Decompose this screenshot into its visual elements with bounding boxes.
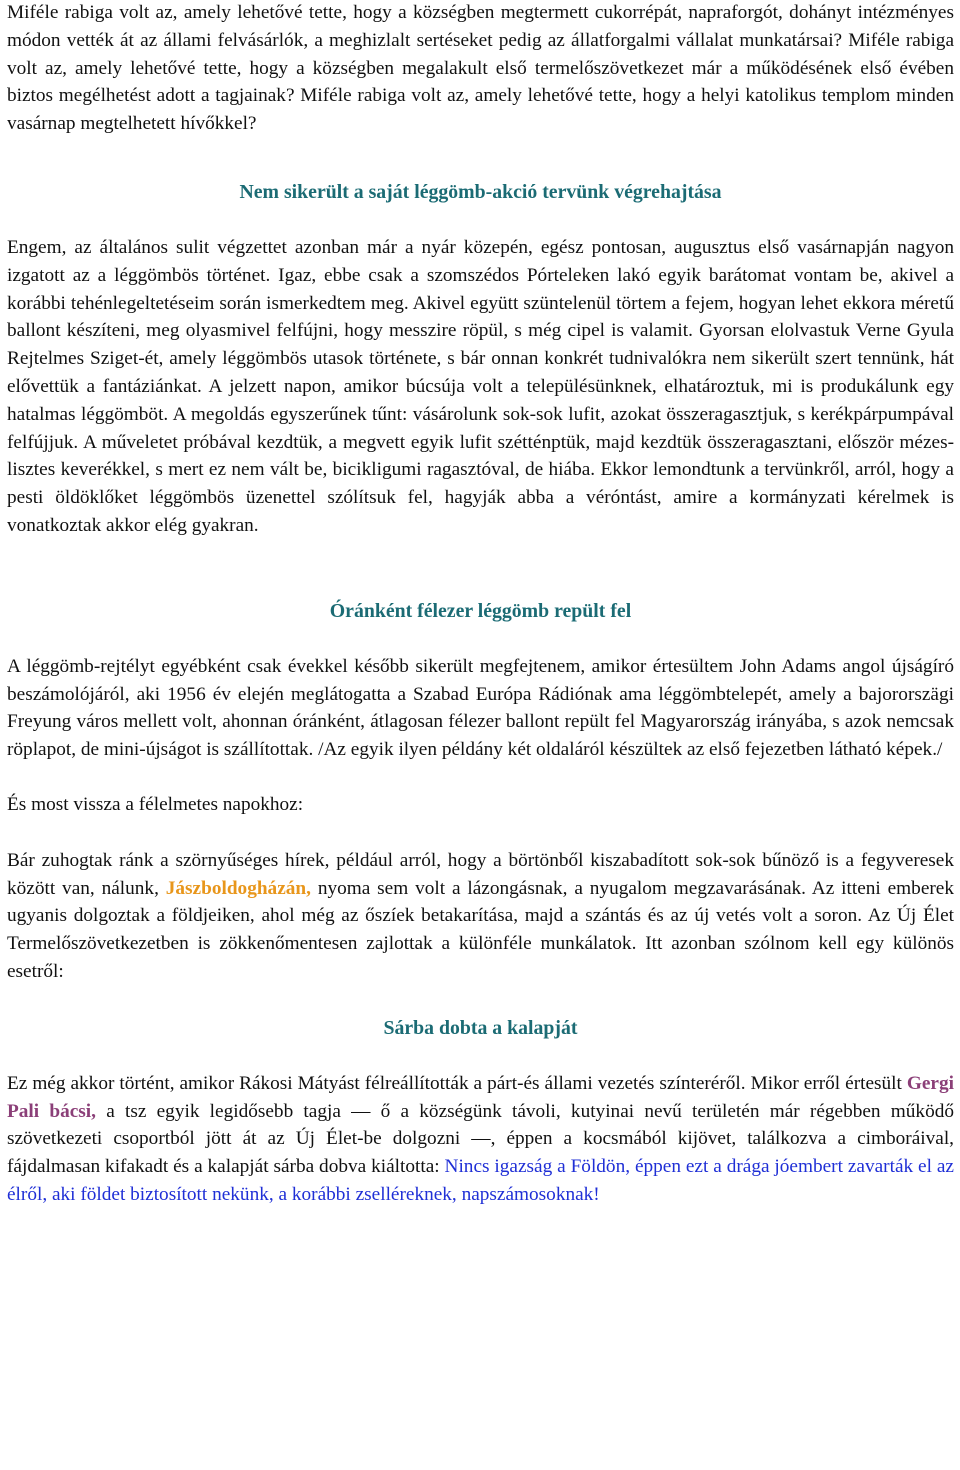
heading-oranent-felezer: Óránként félezer léggömb repült fel [329, 599, 632, 622]
person-name-highlight: Gergi Pali bácsi, [7, 1072, 954, 1122]
heading-leggomb-akcio: Nem sikerült a saját léggömb-akció tervünk végrehajtása [239, 180, 722, 203]
text-segment: Ez még akkor történt, amikor Rákosi Mátyást félreállították a párt-és állami vezetés színteréről. Mikor erről értesült [7, 1072, 907, 1094]
paragraph-rabiga: Miféle rabiga volt az, amely lehetővé tette, hogy a községben megtermett cukorrépát, napraforgót, dohányt intézményes módon vették át az állami felvásárlók, a meghizlalt sertéseket pedig az állatforgalmi vállalat munkatársai? Miféle rabiga volt az, amely lehetővé tette, hogy a községben megalakult első termelőszövetkezet már a működésének első évében biztos megélhetést adott a tagjainak? Miféle rabiga volt az, amely lehetővé tette, hogy a helyi katolikus templom minden vasárnap megtelhetett hívőkkel? [7, 2, 954, 135]
paragraph-leggomb-rejtely: A léggömb-rejtélyt egyébként csak évekkel később sikerült megfejtenem, amikor értesültem John Adams angol újságíró beszámolójáról, aki 1956 év elején meglátogatta a Szabad Európa Rádiónak ama léggömbtelepét, amely a bajororszägi Freyung város mellett volt, ahonnan óránként, átlagosan félezer ballont repült fel Magyarország irányába, s azok nemcsak röplapot, de mini-újságot is szállítottak. /Az egyik ilyen példány két oldaláról készültek az első fejezetben látható képek./ [7, 655, 954, 761]
heading-sarba-dobta: Sárba dobta a kalapját [383, 1016, 578, 1039]
paragraph-leggomb-terv: Engem, az általános sulit végzettet azonban már a nyár közepén, egész pontosan, augusztus első vasárnapján nagyon izgatott az a léggömbös történet. Igaz, ebbe csak a szomszédos Pórteleken lakó egyik barátomat vontam be, akivel a korábbi tehénlegeltetéseim során ismerkedtem meg. Akivel együtt szüntelenül törtem a fejem, hogyan lehet ekkora méretű ballont készíteni, meg olyasmivel felfújni, hogy messzire röpül, s még cipel is valamit. Gyorsan elolvastuk Verne Gyula Rejtelmes Sziget-ét, amely léggömbös utasok története, s bár onnan konkrét tudnivalókra nem sikerült szert tennünk, hát elővettük a fantáziánkat. A jelzett napon, amikor búcsúja volt a településünknek, elhatároztuk, mi is produkálunk egy hatalmas léggömböt. A megoldás egyszerűnek tűnt: vásárolunk sok-sok lufit, azokat összeragasztjuk, s kerékpárpumpával felfújjuk. A műveletet próbával kezdtük, a megvett egyik lufit szétténptük, majd kezdtük összeragasztani, először mézes-lisztes keverékkel, s mert ez nem vált be, bicikligumi ragasztóval, de hiába. Ekkor lemondtunk a tervünkről, arról, hogy a pesti öldöklőket léggömbös üzenettel szólítsuk fel, hagyják abba a véróntást, amire a kormányzati kérelmek is vonatkoztak akkor elég gyakran. [7, 236, 954, 536]
text-segment: nyoma sem volt a lázongásnak, a nyugalom megzavarásának. Az itteni emberek ugyanis dolgoztak a földjeiken, ahol még az őszíek betakarítása, majd a szántás és az új vetés volt a soron. Az Új Élet Termelőszövetkezetben is zökkenőmentesen zajlottak a különféle munkálatok. Itt azonban szólnom kell egy különös esetről: [7, 877, 954, 982]
place-name-highlight: Jászboldogházán, [165, 877, 311, 899]
text-segment: a tsz egyik legidősebb tagja ― ő a községünk távoli, kutyinai nevű területén már régebben működő szövetkezeti csoportból jött át az Új Élet-be dolgozni ―, éppen a kocsmából kijövet, találkozva a cimboráival, fájdalmasan kifakadt és a kalapját sárba dobva kiáltotta: [7, 1100, 954, 1178]
paragraph-rakosi [7, 1070, 954, 1209]
text-segment: Bár zuhogtak ránk a szörnyűséges hírek, például arról, hogy a börtönből kiszabadított sok-sok bűnöző is a fegyveresek között van, nálunk, [7, 849, 954, 899]
paragraph-szornyu-hirek [7, 847, 954, 986]
paragraph-vissza: És most vissza a félelmetes napokhoz: [7, 793, 304, 815]
quote-highlight: Nincs igazság a Földön, éppen ezt a drága jóembert zavarták el az élről, aki földet biztosított nekünk, a korábbi zselléreknek, napszámosoknak! [7, 1156, 954, 1205]
